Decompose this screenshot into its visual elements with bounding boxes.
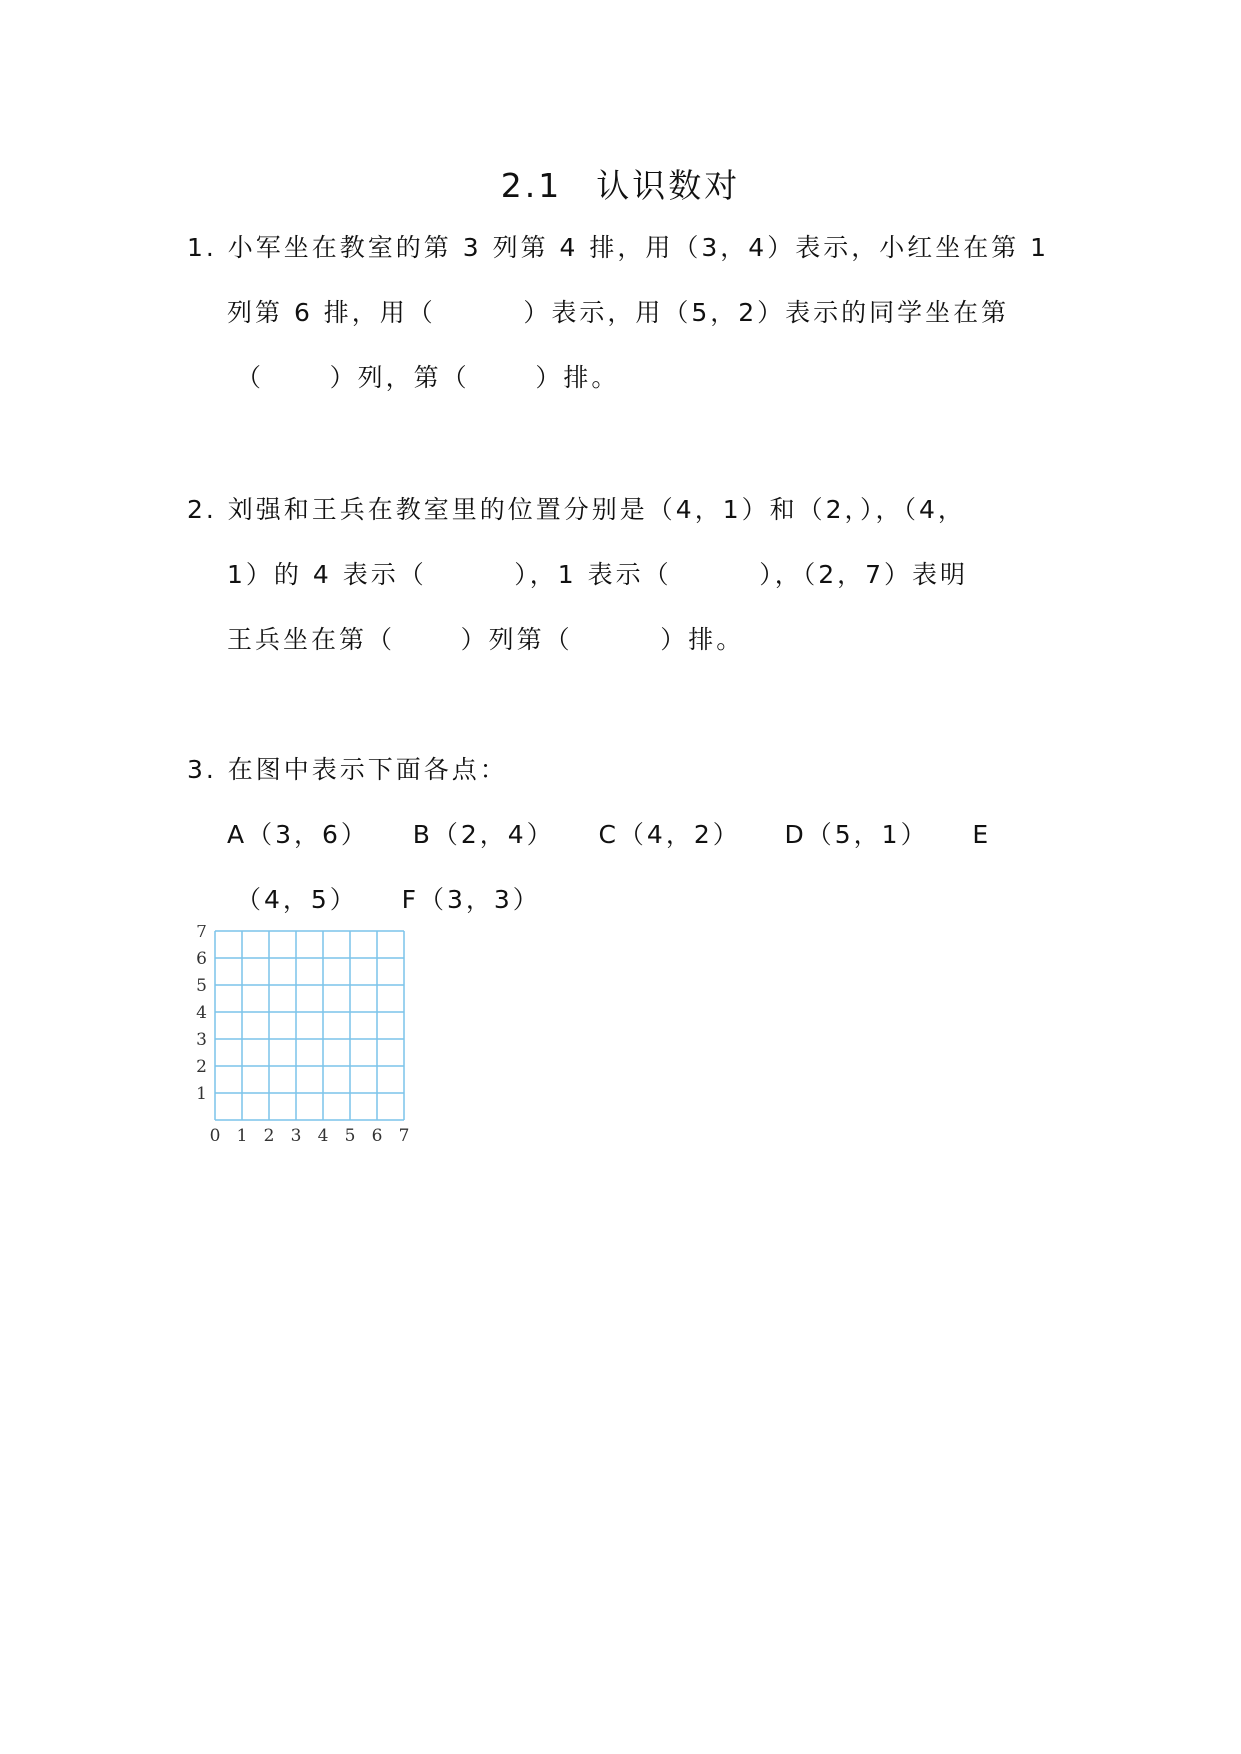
q3-line-3: （4，5） F（3，3） <box>236 885 541 914</box>
y-axis-label: 1 <box>196 1084 207 1104</box>
y-axis-label: 5 <box>196 976 207 996</box>
q2-line-1: 2. 刘强和王兵在教室里的位置分别是（4，1）和（2，），（4， <box>187 495 966 524</box>
coordinate-grid-svg <box>193 925 423 1160</box>
section-number: 2.1 <box>500 166 563 205</box>
page-title <box>0 160 1241 207</box>
coordinate-grid <box>193 925 423 1164</box>
y-axis-label: 7 <box>196 925 207 942</box>
x-axis-label: 3 <box>290 1126 302 1146</box>
q2-line-3: 王兵坐在第（ ）列第（ ）排。 <box>227 625 745 654</box>
y-axis-label: 6 <box>196 949 207 969</box>
x-axis-label: 6 <box>371 1126 383 1146</box>
q1-line-1: 1. 小军坐在教室的第 3 列第 4 排，用（3，4）表示，小红坐在第 1 <box>187 233 1050 262</box>
y-axis-label: 4 <box>196 1003 207 1023</box>
x-axis-label: 4 <box>317 1126 329 1146</box>
y-axis-label: 3 <box>196 1030 207 1050</box>
y-axis-label: 2 <box>196 1057 207 1077</box>
x-axis-label: 5 <box>344 1126 356 1146</box>
q1-line-3: （ ）列，第（ ）排。 <box>236 363 620 392</box>
x-axis-label: 0 <box>209 1126 221 1146</box>
x-axis-label: 1 <box>236 1126 248 1146</box>
q3-line-1: 3. 在图中表示下面各点： <box>187 755 508 784</box>
q2-line-2: 1）的 4 表示（ ），1 表示（ ），（2，7）表明 <box>227 560 969 589</box>
x-axis-label: 2 <box>263 1126 275 1146</box>
q1-line-2: 列第 6 排，用（ ）表示，用（5，2）表示的同学坐在第 <box>227 298 1010 327</box>
q3-line-2: A（3，6） B（2，4） C（4，2） D（5，1） E <box>227 820 992 849</box>
x-axis-label: 7 <box>398 1126 410 1146</box>
section-name: 认识数对 <box>596 166 741 205</box>
